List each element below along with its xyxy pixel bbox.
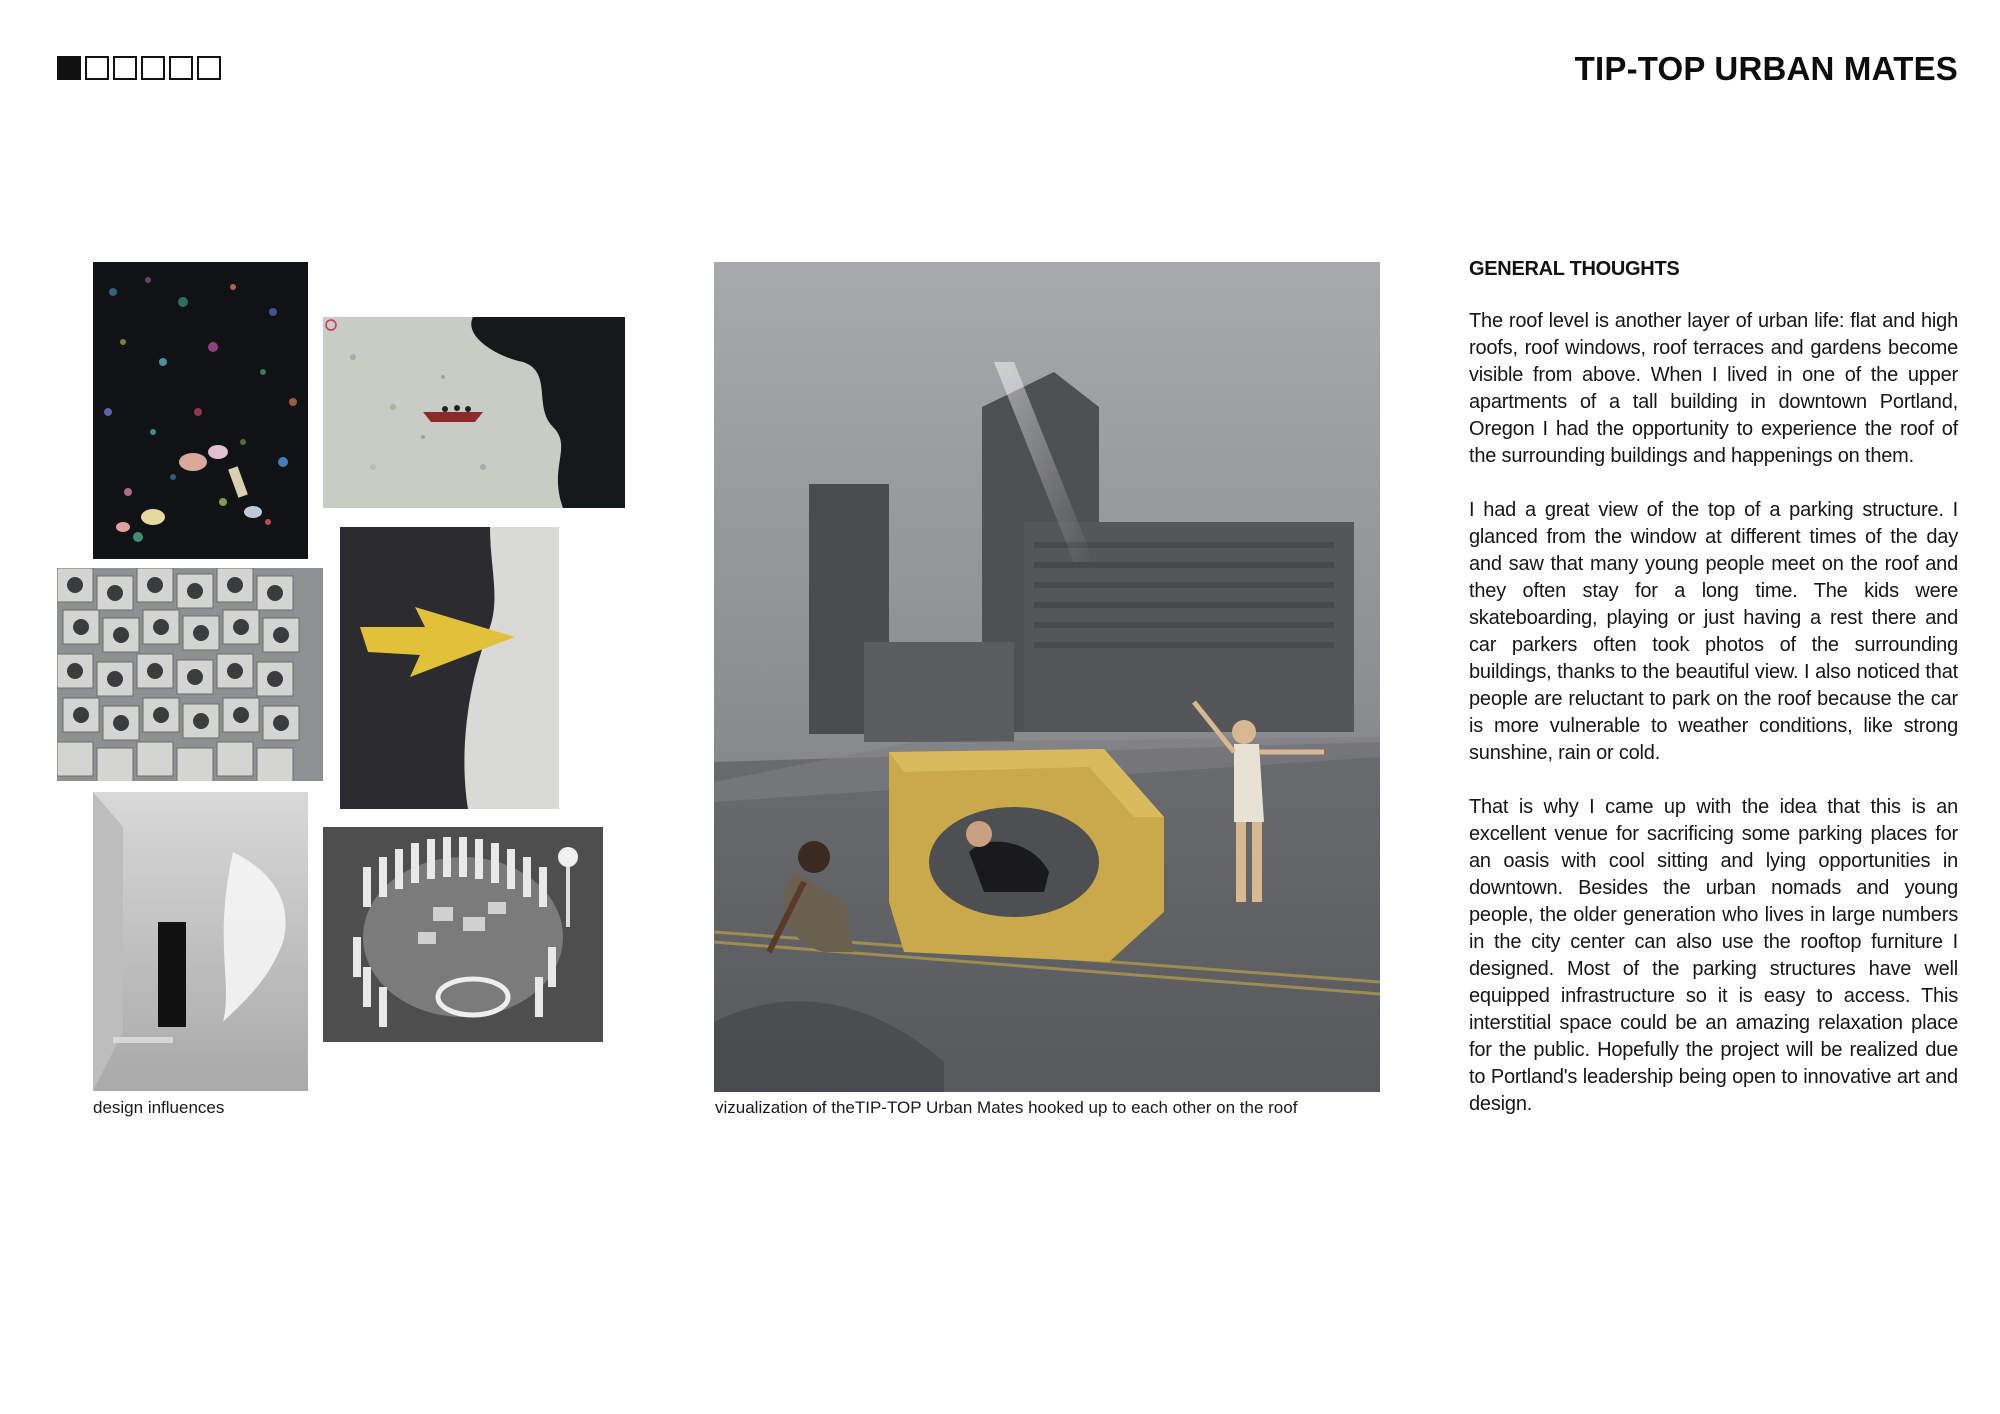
document-title: TIP-TOP URBAN MATES [1574, 50, 1958, 87]
page-indicator-box [141, 56, 165, 80]
page-indicator-box [197, 56, 221, 80]
circular-playground-image [323, 827, 603, 1042]
polluted-river-image [323, 317, 625, 508]
thoughts-paragraph-2: I had a great view of the top of a parking structure. I glanced from the window at different times of the day and saw that many young people meet on the roof and they often stay for a long time. The kids were skateboarding, playing or just having a rest there and car parkers often took photos of the surrounding buildings, thanks to the beautiful view. I also noticed that people are reluctant to park on the roof because the car is more vulnerable to weather conditions, like strong sunshine, rain or cold. [1469, 499, 1958, 764]
page-indicator-box [113, 56, 137, 80]
plastic-debris-image [93, 262, 308, 559]
page-indicator [57, 56, 221, 80]
capsule-tower-image [57, 568, 323, 781]
design-influences-caption: design influences [93, 1098, 225, 1117]
page-indicator-box-current [57, 56, 81, 80]
page-indicator-box [169, 56, 193, 80]
page-indicator-box [85, 56, 109, 80]
general-thoughts-heading: GENERAL THOUGHTS [1469, 258, 1680, 280]
visualization-caption: vizualization of theTIP-TOP Urban Mates hooked up to each other on the roof [715, 1098, 1298, 1117]
general-thoughts-section [1469, 258, 1958, 1145]
thoughts-paragraph-3: That is why I came up with the idea that this is an excellent venue for sacrificing some parking places for an oasis with cool sitting and lying opportunities in downtown. Besides the urban nomads and young people, the older generation who lives in large numbers in the city center can also use the rooftop furniture I designed. Most of the parking structures have well equipped infrastructure so it is easy to access. This interstitial space could be an amazing relaxation place for the public. Hopefully the project will be realized due to Portland's leadership being open to innovative art and design. [1469, 796, 1958, 1115]
road-arrow-image [340, 527, 559, 809]
thoughts-paragraph-1: The roof level is another layer of urban life: flat and high roofs, roof windows, roof terraces and gardens become visible from above. When I lived in one of the upper apartments of a tall building in downtown Portland, Oregon I had the opportunity to experience the roof of the surrounding buildings and happenings on them. [1469, 310, 1958, 467]
white-room-curtain-image [93, 792, 308, 1091]
rooftop-visualization-image [714, 262, 1380, 1092]
